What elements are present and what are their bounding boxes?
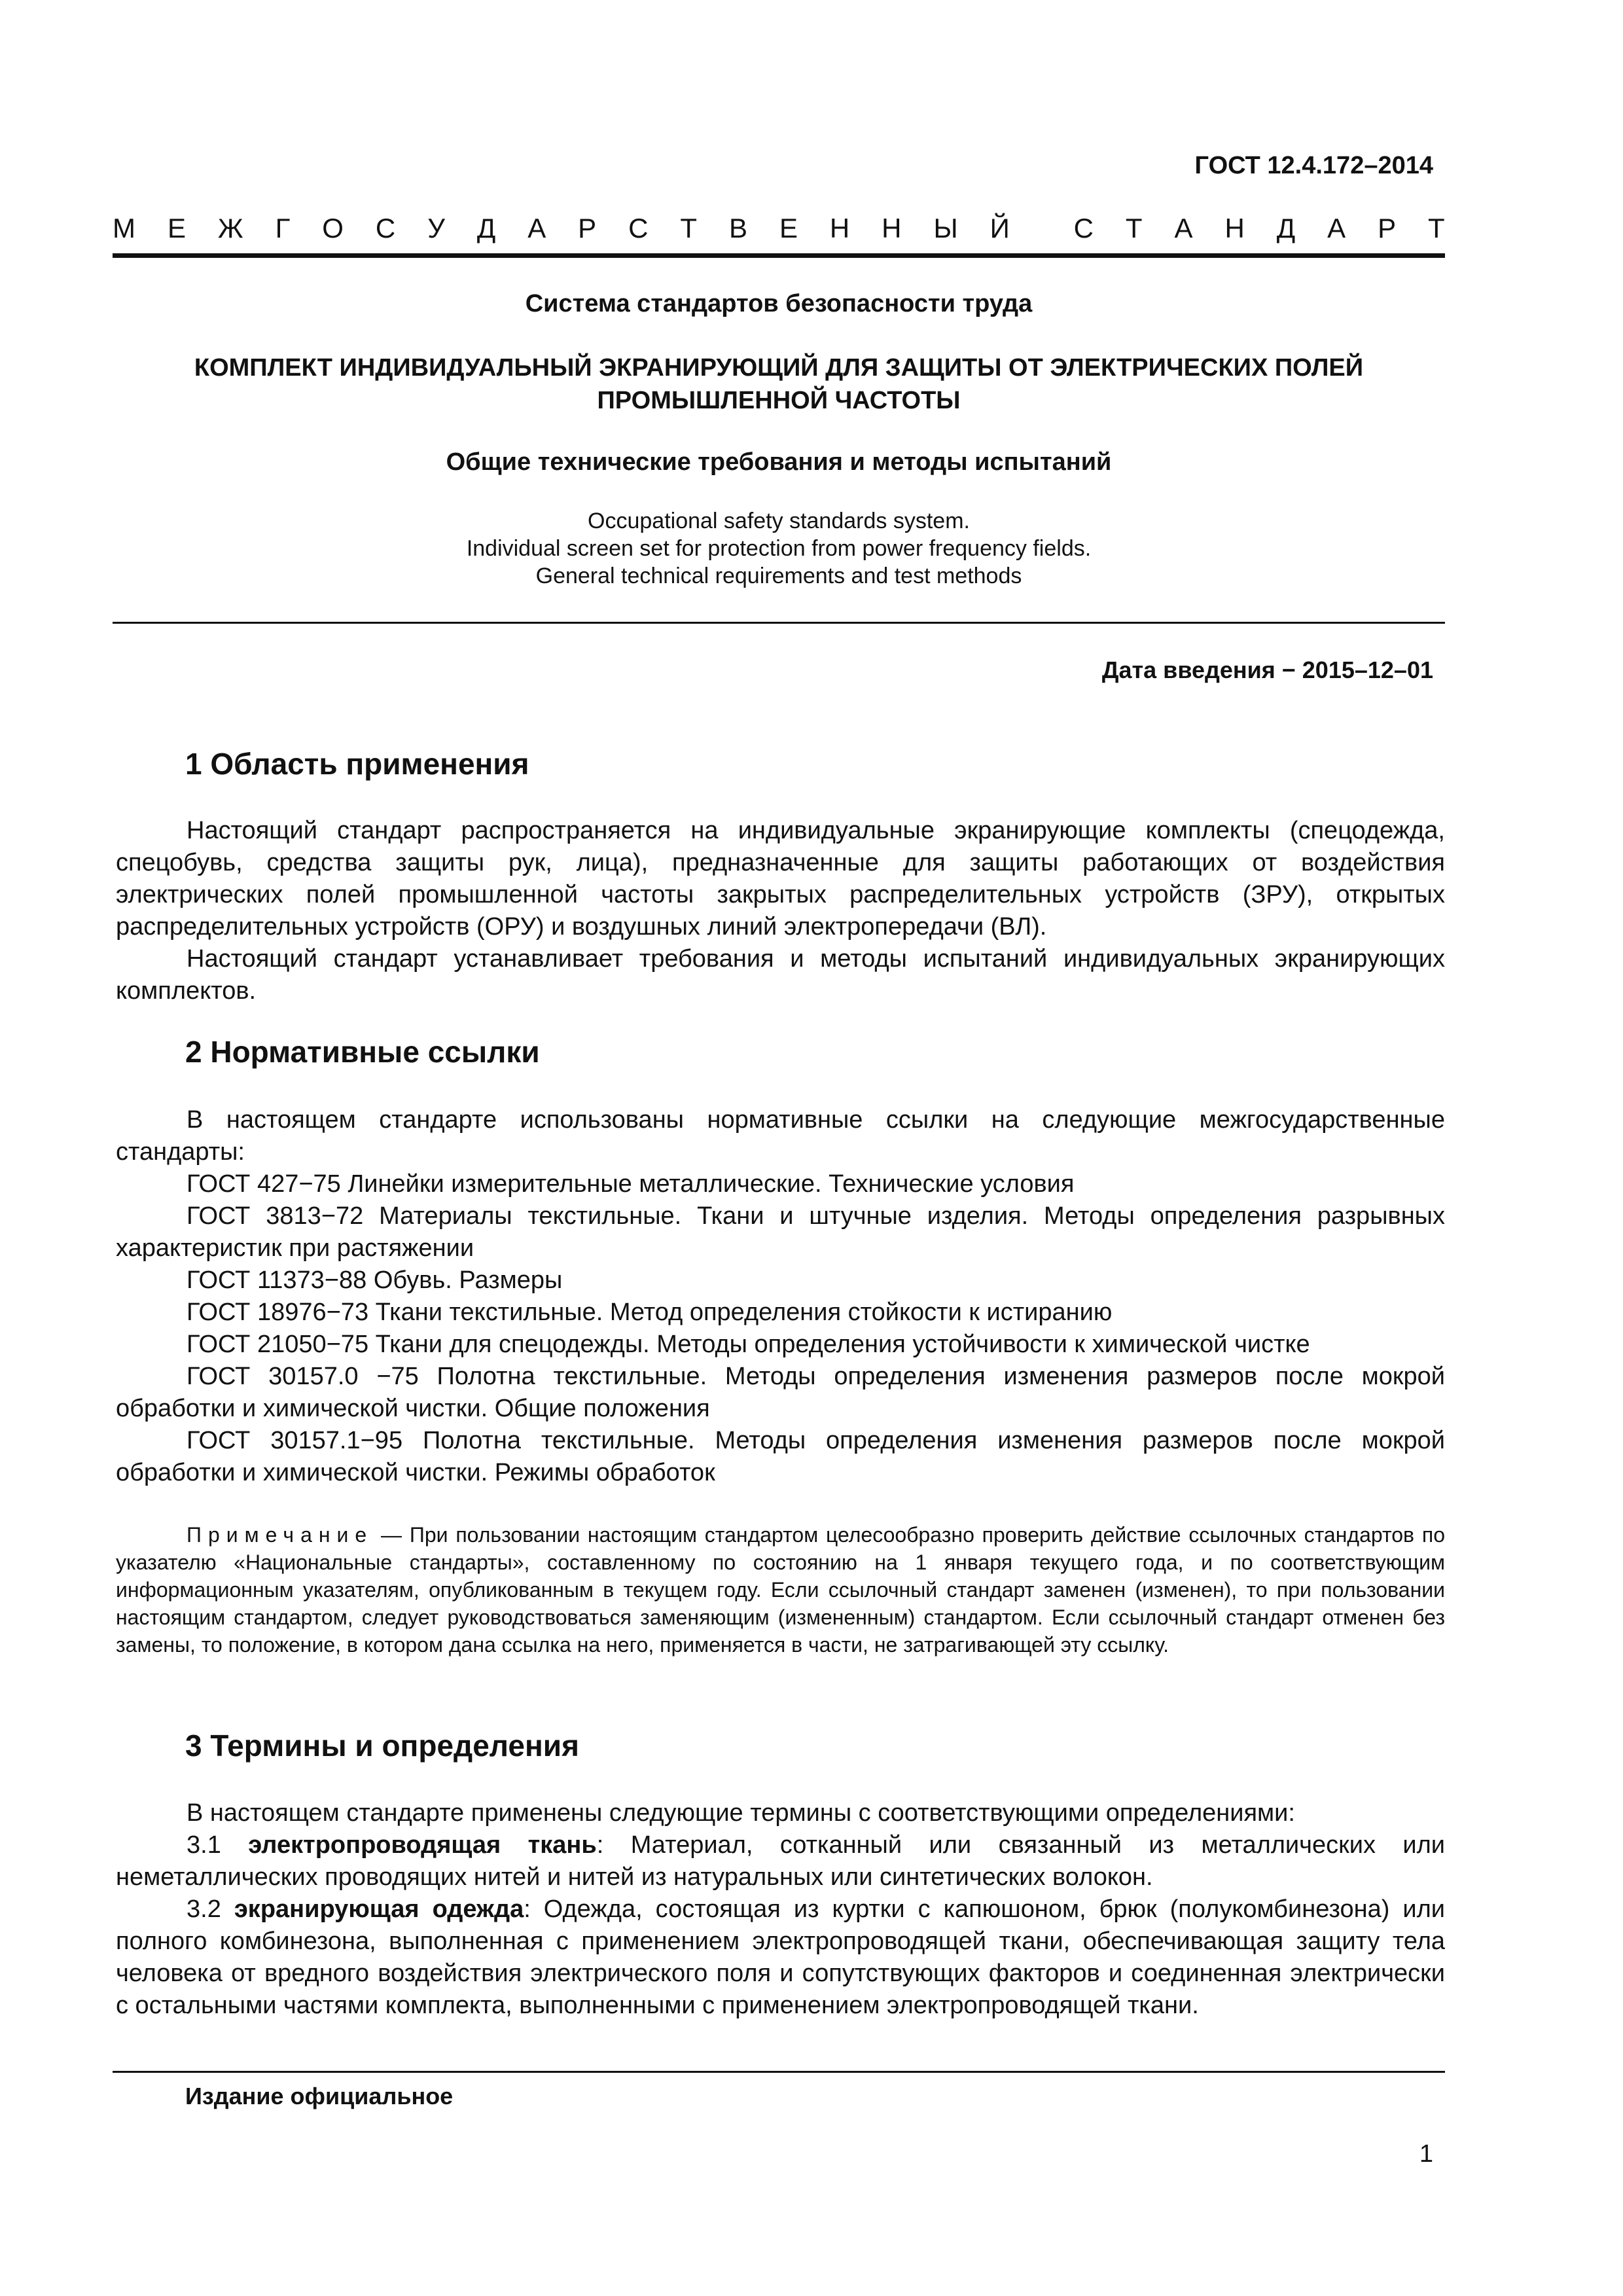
document-title-line: ПРОМЫШЛЕННОЙ ЧАСТОТЫ	[597, 387, 961, 414]
banner-letter: Р	[1378, 213, 1397, 243]
term-definition	[116, 1893, 1445, 2022]
document-title	[113, 351, 1445, 417]
paragraph: В настоящем стандарте использованы нормативные ссылки на следующие межгосударственные стандарты:	[116, 1106, 1445, 1166]
section-1-body	[116, 815, 1445, 1007]
term-text: : Материал, сотканный или связанный из металлических или неметаллических проводящих нитей и нитей из натуральных или синтетических волокон.	[116, 1831, 1445, 1891]
section-heading: 1 Область применения	[185, 747, 529, 781]
banner-letter: У	[427, 213, 445, 243]
term-name: электропроводящая ткань	[248, 1831, 597, 1859]
title-divider	[113, 622, 1445, 624]
footer-divider	[113, 2071, 1445, 2073]
term-definition	[116, 1829, 1445, 1893]
note-text: — При пользовании настоящим стандартом целесообразно проверить действие ссылочных стандартов по указателю «Национальные стандарты», составленному по состоянию на 1 января текущего года, и по соответствующим информационным указателям, опубликованным в текущем году. Если ссылочный стандарт заменен (изменен), то при пользовании настоящим стандартом, следует руководствоваться заменяющим (измененным) стандартом. Если ссылочный стандарт отменен без замены, то положение, в котором дана ссылка на него, применяется в части, не затрагивающей эту ссылку.	[116, 1523, 1445, 1657]
banner-letter: Ж	[217, 213, 243, 243]
official-edition-label: Издание официальное	[185, 2083, 454, 2109]
document-title-line: КОМПЛЕКТ ИНДИВИДУАЛЬНЫЙ ЭКРАНИРУЮЩИЙ ДЛЯ ЗАЩИТЫ ОТ ЭЛЕКТРИЧЕСКИХ ПОЛЕЙ	[194, 354, 1364, 382]
banner-letter: С	[375, 213, 396, 243]
english-title-line: Occupational safety standards system.	[588, 509, 970, 533]
banner-letter: Е	[779, 213, 798, 243]
introduction-date: Дата введения − 2015–12–01	[1101, 656, 1433, 683]
paragraph: Настоящий стандарт распространяется на индивидуальные экранирующие комплекты (спецодежда, спецобувь, средства защиты рук, лица), предназначенные для защиты работающих от воздействия электрических полей промышленной частоты закрытых распределительных устройств (ЗРУ), открытых распределительных устройств (ОРУ) и воздушных линий электропередачи (ВЛ).	[116, 817, 1445, 941]
banner-letter: А	[527, 213, 546, 243]
banner-letter: Д	[1276, 213, 1296, 243]
interstate-standard-banner	[113, 213, 1445, 244]
reference-item: ГОСТ 18976−73 Ткани текстильные. Метод определения стойкости к истиранию	[187, 1299, 1113, 1326]
reference-item: ГОСТ 11373−88 Обувь. Размеры	[187, 1266, 563, 1294]
banner-letter: А	[1327, 213, 1346, 243]
reference-item: ГОСТ 21050−75 Ткани для спецодежды. Методы определения устойчивости к химической чистке	[187, 1331, 1310, 1358]
page-number: 1	[1419, 2140, 1433, 2168]
banner-letter: О	[322, 213, 344, 243]
term-text: : Одежда, состоящая из куртки с капюшоном, брюк (полукомбинезона) или полного комбинезона, выполненная с применением электропроводящей ткани, обеспечивающая защиту тела человека от вредного воздействия электрического поля и сопутствующих факторов и соединенная электрически с остальными частями комплекта, выполненными с применением электропроводящей ткани.	[116, 1895, 1446, 2019]
banner-letter: А	[1174, 213, 1193, 243]
standards-system-title: Система стандартов безопасности труда	[525, 290, 1033, 317]
reference-item: ГОСТ 427−75 Линейки измерительные металлические. Технические условия	[187, 1170, 1075, 1198]
header-divider	[113, 253, 1445, 258]
reference-item: ГОСТ 3813−72 Материалы текстильные. Ткани и штучные изделия. Методы определения разрывных характеристик при растяжении	[116, 1202, 1445, 1262]
section-heading: 2 Нормативные ссылки	[185, 1035, 540, 1069]
banner-letter: М	[113, 213, 135, 243]
banner-letter: Н	[829, 213, 850, 243]
banner-letter: Й	[990, 213, 1010, 243]
english-title-line: Individual screen set for protection from power frequency fields.	[466, 536, 1092, 561]
section-2-body	[116, 1104, 1445, 1489]
banner-letter: Т	[680, 213, 698, 243]
banner-letter: В	[728, 213, 747, 243]
english-title-line: General technical requirements and test methods	[535, 564, 1022, 588]
section-3-body	[116, 1797, 1445, 2022]
banner-letter: Н	[882, 213, 902, 243]
banner-letter: Ы	[933, 213, 958, 243]
banner-letter: Р	[578, 213, 597, 243]
english-title	[113, 507, 1445, 590]
section-heading: 3 Термины и определения	[185, 1729, 579, 1763]
banner-letter: Г	[275, 213, 291, 243]
note-label: Примечание	[187, 1523, 374, 1547]
term-number: 3.1	[187, 1831, 249, 1859]
note-block	[116, 1521, 1445, 1659]
term-name: экранирующая одежда	[234, 1895, 524, 1923]
reference-item: ГОСТ 30157.0 −75 Полотна текстильные. Методы определения изменения размеров после мокрой обработки и химической чистки. Общие положения	[116, 1363, 1445, 1422]
banner-letter: С	[628, 213, 649, 243]
paragraph: В настоящем стандарте применены следующие термины с соответствующими определениями:	[187, 1799, 1295, 1827]
banner-letter: Т	[1428, 213, 1445, 243]
banner-letter: Н	[1224, 213, 1245, 243]
reference-item: ГОСТ 30157.1−95 Полотна текстильные. Методы определения изменения размеров после мокрой обработки и химической чистки. Режимы обработок	[116, 1427, 1445, 1486]
document-subtitle: Общие технические требования и методы испытаний	[446, 448, 1112, 476]
note-paragraph	[116, 1521, 1445, 1659]
paragraph: Настоящий стандарт устанавливает требования и методы испытаний индивидуальных экранирующих комплектов.	[116, 945, 1445, 1005]
banner-letter: Т	[1125, 213, 1143, 243]
document-number: ГОСТ 12.4.172–2014	[1194, 152, 1433, 179]
banner-letter: С	[1073, 213, 1094, 243]
banner-letter: Д	[476, 213, 496, 243]
term-number: 3.2	[187, 1895, 234, 1923]
banner-letter: Е	[167, 213, 186, 243]
